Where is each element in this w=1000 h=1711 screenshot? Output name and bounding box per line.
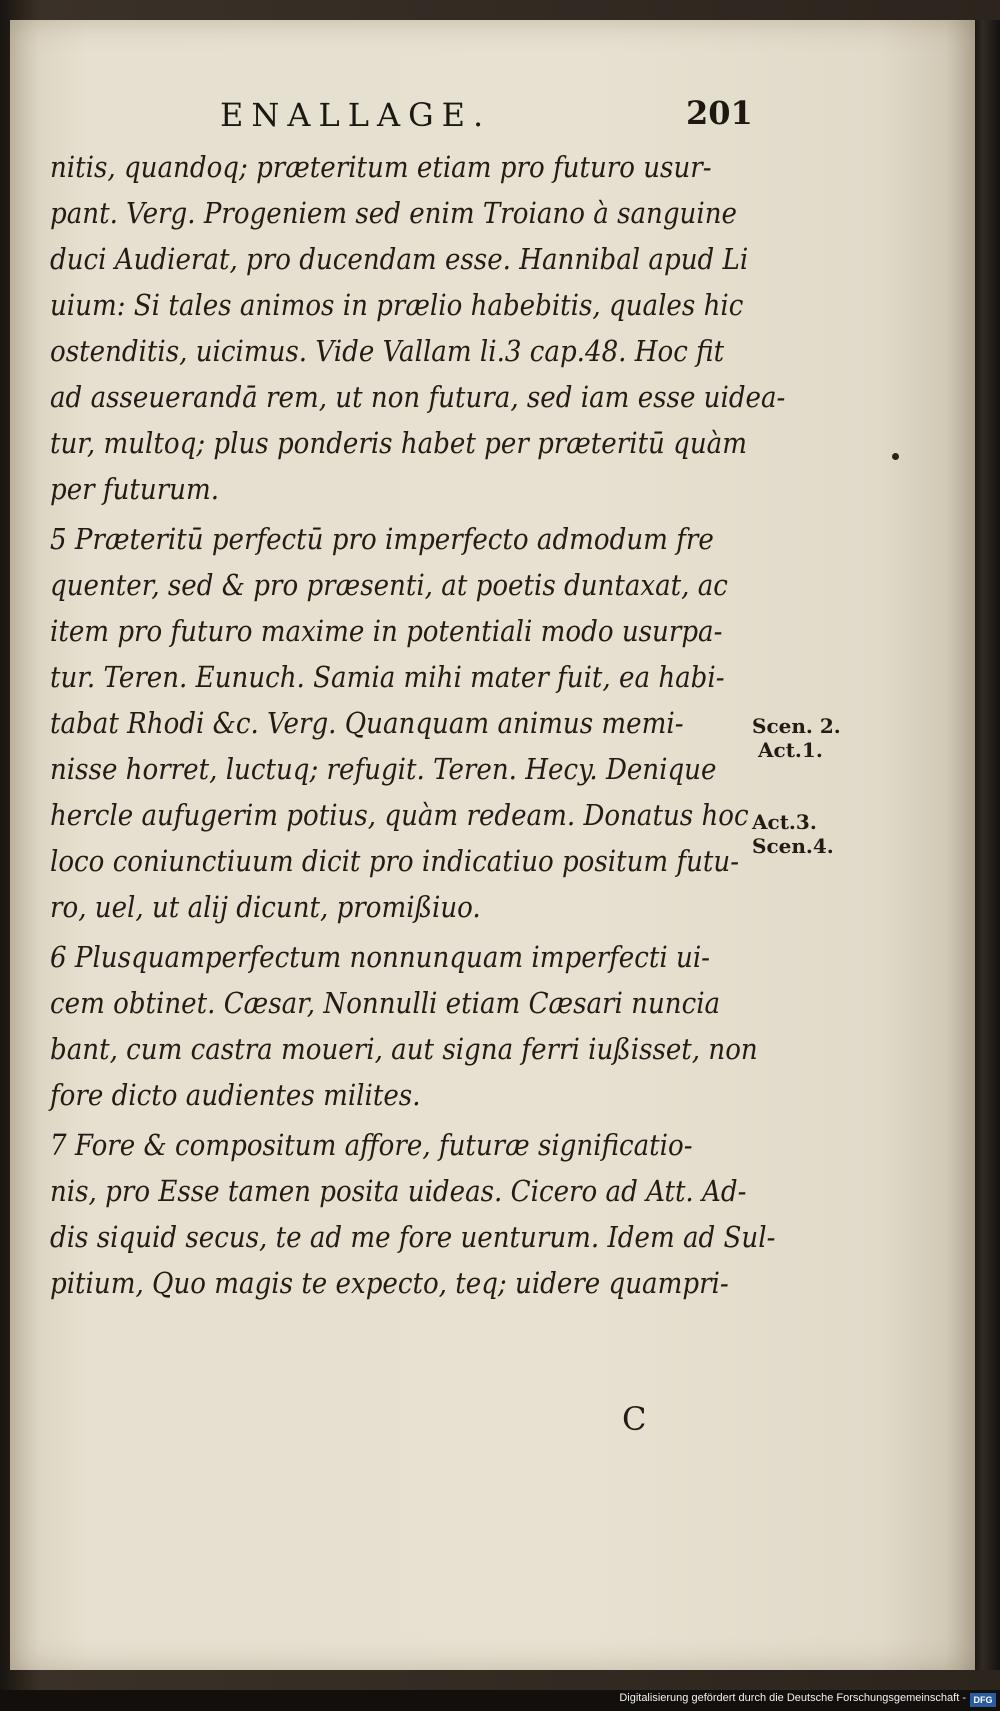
text-line: ro, uel, ut alij dicunt, promißiuo. xyxy=(50,890,481,924)
text-line: tur, multoq; plus ponderis habet per præteritū quàm xyxy=(50,426,747,460)
running-head: ENALLAGE. xyxy=(220,96,492,134)
text-line: 5 Præteritū perfectū pro imperfecto admodum fre xyxy=(50,522,714,556)
text-line: quenter, sed & pro præsenti, at poetis duntaxat, ac xyxy=(50,568,728,602)
text-line: tur. Teren. Eunuch. Samia mihi mater fuit, ea habi- xyxy=(50,660,725,694)
text-line: pitium, Quo magis te expecto, teq; uidere quampri- xyxy=(50,1266,729,1300)
text-line: loco coniunctiuum dicit pro indicatiuo positum futu- xyxy=(50,844,740,878)
margin-note: Scen.4. xyxy=(752,834,834,858)
text-line: tabat Rhodi &c. Verg. Quanquam animus memi- xyxy=(50,706,684,740)
text-line: ostenditis, uicimus. Vide Vallam li.3 cap.48. Hoc fit xyxy=(50,334,725,368)
page-number: 201 xyxy=(686,94,753,132)
text-line: duci Audierat, pro ducendam esse. Hannibal apud Li xyxy=(50,242,749,276)
text-line: hercle aufugerim potius, quàm redeam. Donatus hoc xyxy=(50,798,749,832)
text-line: dis siquid secus, te ad me fore uenturum. Idem ad Sul- xyxy=(50,1220,776,1254)
text-line: per futurum. xyxy=(50,472,220,506)
text-line: 6 Plusquamperfectum nonnunquam imperfecti ui- xyxy=(50,940,710,974)
text-line: item pro futuro maxime in potentiali modo usurpa- xyxy=(50,614,723,648)
footer-bar xyxy=(0,1690,1000,1711)
text-line: nisse horret, luctuq; refugit. Teren. Hecy. Denique xyxy=(50,752,717,786)
catchword: C xyxy=(622,1400,647,1438)
page-header xyxy=(10,96,975,136)
text-line: cem obtinet. Cæsar, Nonnulli etiam Cæsari nuncia xyxy=(50,986,721,1020)
book-page xyxy=(10,20,975,1670)
text-line: nis, pro Esse tamen posita uideas. Cicero ad Att. Ad- xyxy=(50,1174,747,1208)
text-line: bant, cum castra moueri, aut signa ferri iußisset, non xyxy=(50,1032,758,1066)
margin-note: Act.3. xyxy=(752,810,817,834)
text-line: uium: Si tales animos in prælio habebitis, quales hic xyxy=(50,288,744,322)
funding-credit: Digitalisierung gefördert durch die Deutsche Forschungsgemeinschaft - xyxy=(619,1692,966,1704)
margin-note: Act.1. xyxy=(758,738,823,762)
margin-note: Scen. 2. xyxy=(752,714,841,738)
text-line: pant. Verg. Progeniem sed enim Troiano à sanguine xyxy=(50,196,737,230)
text-line: ad asseuerandā rem, ut non futura, sed iam esse uidea- xyxy=(50,380,786,414)
dfg-logo: DFG xyxy=(970,1693,996,1707)
page-edge-shadow xyxy=(975,20,1000,1670)
text-line: nitis, quandoq; præteritum etiam pro futuro usur- xyxy=(50,150,712,184)
text-line: fore dicto audientes milites. xyxy=(50,1078,421,1112)
ink-spot xyxy=(892,453,899,460)
text-line: 7 Fore & compositum affore, futuræ significatio- xyxy=(50,1128,693,1162)
